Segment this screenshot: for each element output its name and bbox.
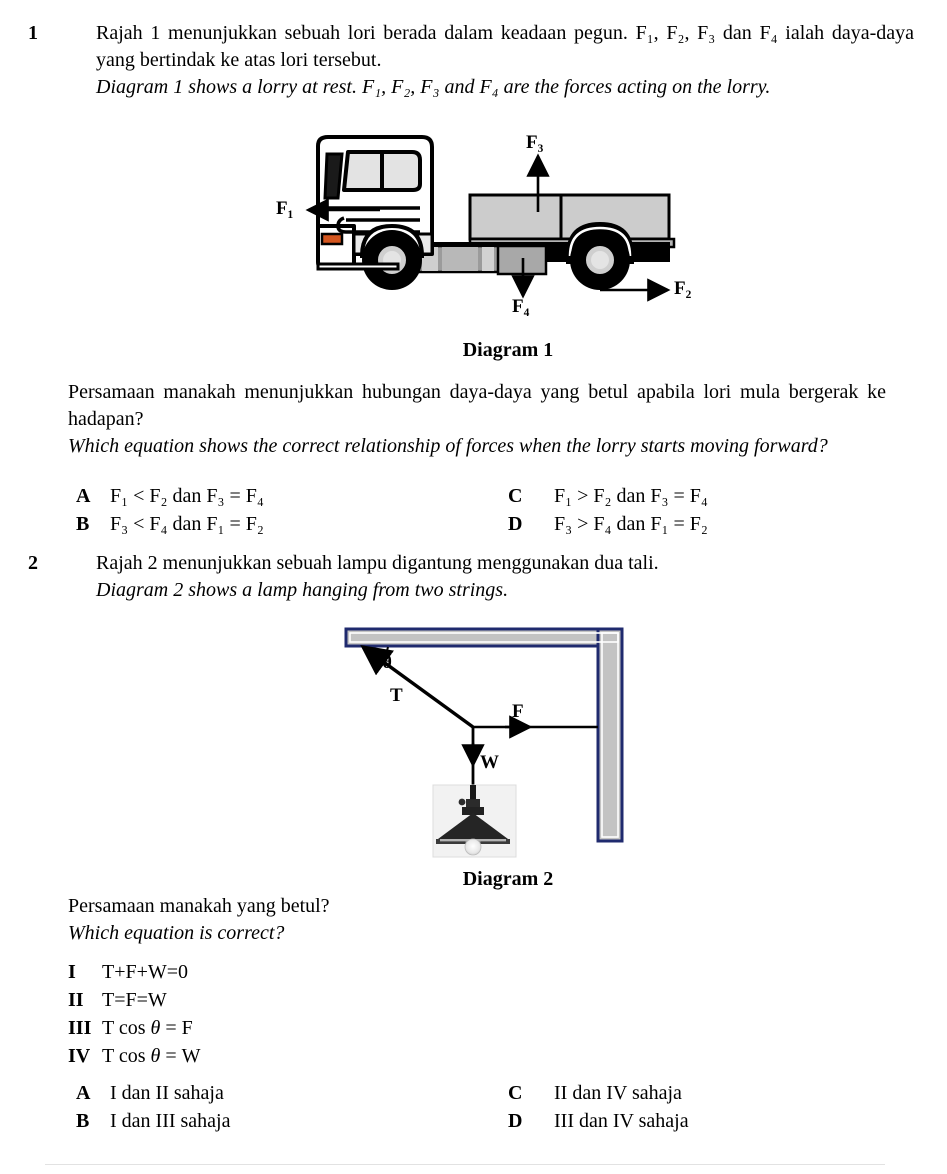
question-1-option-a-text: F₁ < F₂ dan F₃ = F₄	[110, 485, 264, 507]
question-1-option-c-label: C	[508, 485, 523, 507]
question-2-option-d-text: III dan IV sahaja	[554, 1110, 689, 1132]
question-2-statement-i-text: T+F+W=0	[102, 961, 189, 983]
question-1-stem-english: Diagram 1 shows a lorry at rest. F₁, F₂, F₃ and F₄ are the forces acting on the lorry.	[96, 76, 771, 98]
force-label-f1: F₁	[276, 198, 294, 219]
question-2-options	[68, 1079, 898, 1135]
question-2-option-b[interactable]	[76, 1107, 231, 1135]
question-2-option-a-label: A	[76, 1082, 91, 1104]
question-2-statement-iv-pre: T cos	[102, 1045, 151, 1067]
question-2-statements	[68, 958, 201, 1070]
question-2-statement-iii-pre: T cos	[102, 1017, 151, 1039]
question-1-options-row-1	[68, 482, 898, 510]
question-2-statement-ii-numeral: II	[68, 989, 84, 1011]
question-1-number: 1	[28, 22, 38, 44]
question-1-prompt-english: Which equation shows the correct relationship of forces when the lorry starts moving forward?	[68, 435, 828, 457]
question-1-prompt-malay: Persamaan manakah menunjukkan hubungan daya-daya yang betul apabila lori mula bergerak ke hadapan?	[68, 381, 886, 430]
question-2-statement-iii	[68, 1014, 201, 1042]
question-1-option-b-text: F₃ < F₄ dan F₁ = F₂	[110, 513, 264, 535]
question-2-option-b-text: I dan III sahaja	[110, 1110, 231, 1132]
force-label-f3: F₃	[526, 132, 544, 153]
question-1-option-b[interactable]	[76, 510, 264, 538]
question-1-option-a-label: A	[76, 485, 91, 507]
question-1-stem-malay-line2: yang bertindak ke atas lori tersebut.	[96, 49, 382, 71]
question-2-options-row-1	[68, 1079, 898, 1107]
question-2-options-row-2	[68, 1107, 898, 1135]
tension-label-t: T	[390, 685, 403, 706]
diagram-1-caption: Diagram 1	[462, 339, 554, 361]
question-2-statement-iii-post: = F	[160, 1017, 193, 1039]
question-2-prompt-english: Which equation is correct?	[68, 922, 285, 944]
question-1-options	[68, 482, 898, 538]
question-1-option-c[interactable]	[508, 482, 708, 510]
question-2-statement-iv-symbol: θ	[150, 1045, 161, 1067]
page-bottom-rule	[45, 1164, 885, 1165]
lorry-rear-wheel	[570, 230, 630, 290]
question-2-statement-i-numeral: I	[68, 961, 76, 983]
question-1-option-a[interactable]	[76, 482, 264, 510]
question-2-option-d-label: D	[508, 1110, 523, 1132]
diagram-2-lamp	[330, 625, 640, 865]
question-2-option-b-label: B	[76, 1110, 90, 1132]
force-label-f2: F₂	[674, 278, 692, 299]
lorry-front-wheel	[362, 230, 422, 290]
force-label-f: F	[512, 701, 524, 722]
question-2-option-a[interactable]	[76, 1079, 224, 1107]
question-2-statement-ii-text: T=F=W	[102, 989, 167, 1011]
question-1-option-d[interactable]	[508, 510, 708, 538]
diagram-1-lorry	[270, 130, 700, 317]
question-2-statement-iv	[68, 1042, 201, 1070]
lamp-image	[433, 785, 516, 857]
question-2-statement-ii	[68, 986, 201, 1014]
question-1-option-d-label: D	[508, 513, 523, 535]
angle-label-theta: θ	[382, 652, 392, 673]
diagram-2-caption: Diagram 2	[462, 868, 554, 890]
question-2-stem	[96, 550, 914, 604]
question-2-option-d[interactable]	[508, 1107, 689, 1135]
question-2-stem-english: Diagram 2 shows a lamp hanging from two strings.	[96, 579, 509, 601]
question-1-option-c-text: F₁ > F₂ dan F₃ = F₄	[554, 485, 708, 507]
question-2-prompt-malay: Persamaan manakah yang betul?	[68, 895, 330, 917]
force-label-f4: F₄	[512, 296, 530, 317]
question-2-statement-i	[68, 958, 201, 986]
question-1-stem	[96, 20, 914, 101]
question-2-stem-malay: Rajah 2 menunjukkan sebuah lampu digantung menggunakan dua tali.	[96, 552, 659, 574]
question-2-prompt	[68, 893, 886, 947]
question-2-option-c-label: C	[508, 1082, 523, 1104]
question-1-option-d-text: F₃ > F₄ dan F₁ = F₂	[554, 513, 708, 535]
question-2-option-c[interactable]	[508, 1079, 682, 1107]
string-tension-line	[363, 647, 473, 727]
question-1-stem-malay-line1: Rajah 1 menunjukkan sebuah lori berada dalam keadaan pegun. F₁, F₂, F₃ dan F₄ ialah daya-daya	[96, 22, 914, 44]
question-1-option-b-label: B	[76, 513, 90, 535]
question-1-prompt	[68, 379, 886, 460]
question-2-statement-iv-numeral: IV	[68, 1045, 91, 1067]
question-2-statement-iv-post: = W	[160, 1045, 201, 1067]
question-2-statement-iii-numeral: III	[68, 1017, 92, 1039]
weight-label-w: W	[480, 752, 499, 773]
question-1-options-row-2	[68, 510, 898, 538]
question-2-option-a-text: I dan II sahaja	[110, 1082, 224, 1104]
question-2-number: 2	[28, 552, 38, 574]
question-2-option-c-text: II dan IV sahaja	[554, 1082, 682, 1104]
question-2-statement-iii-symbol: θ	[150, 1017, 161, 1039]
